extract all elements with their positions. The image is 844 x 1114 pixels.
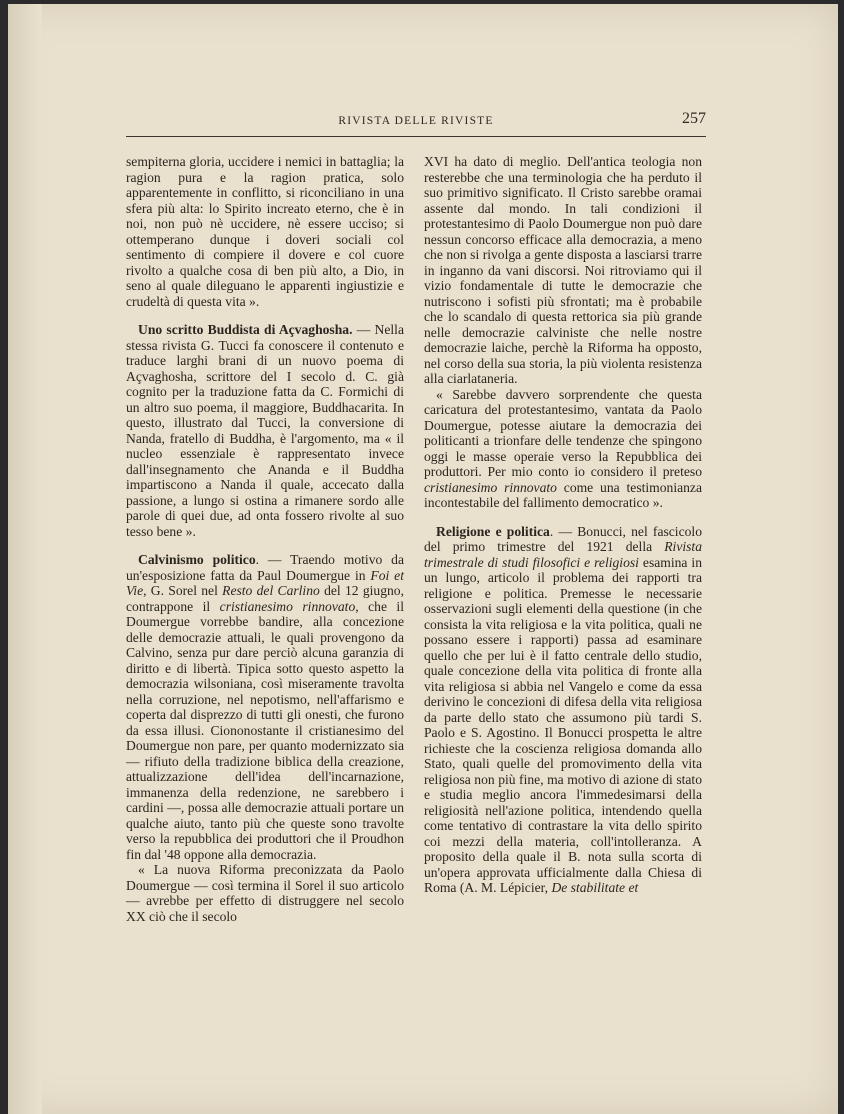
paragraph-text: , G. Sorel nel — [143, 583, 223, 598]
paragraph-text: , che il Doumergue vorrebbe bandire, alla concezione delle democrazie attuali, le quali provengono da Calvino, senza pur dare perciò alcuna garanzia di diritto e di libertà. Tipica sotto questo aspetto la democrazia wilsoniana, così miseramente travolta nella corruzione, nel nepotismo, nell'affarismo e coperta dal disprezzo di tutti gli onesti, che furono da essa illusi. Ciononostante il cristianesimo del Doumergue non pare, per quanto modernizzato sia — rifiuto della tradizione biblica della creazione, attualizzazione dell'idea dell'incarnazione, immanenza della redenzione, ne sarebbero i cardini —, possa alle democrazie attuali portare un qualche aiuto, tanto più che queste sono travolte verso la repubblica dei produttori che il Proudhon fin dal '48 oppone alla democrazia. — [126, 598, 404, 862]
paragraph — [126, 322, 404, 539]
page-gutter — [8, 4, 42, 1114]
left-column — [126, 154, 404, 924]
paragraph-text: « Sarebbe davvero sorprendente che questa caricatura del protestantesimo, vantata da Paolo Doumergue, potesse aiutare la democrazia dei politicanti a trionfare delle tendenze che spingono oggi le masse operaie verso la Repubblica dei produttori. Per mio conto io considero il preteso — [424, 386, 702, 479]
section-heading: Calvinismo politico — [138, 552, 256, 567]
italic-term: cristianesimo rinnovato — [219, 598, 356, 614]
paragraph — [424, 524, 702, 896]
italic-title: Foi et Vie — [126, 567, 404, 598]
italic-title: Rivista trimestrale di studi filosofici e religiosi — [424, 539, 702, 570]
paragraph-text: . — Traendo motivo da un'esposizione fatta da Paul Doumergue in — [126, 552, 404, 583]
paragraph — [424, 387, 702, 511]
paragraph-text: come una testimonianza incontestabile del fallimento democratico ». — [424, 479, 702, 510]
paragraph-text: esamina in un lungo, articolo il problema dei rapporti tra religione e politica. Premesse le necessarie osservazioni sugli elementi della questione (in che consista la vita religiosa e la vita politica, quali ne possano essere i rapporti) passa ad esaminare quello che per lui è il fatto centrale dello studio, quale concezione della vita politica di fronte alla vita religiosa si abbia nel Vangelo e come da essa derivino le concezioni di difesa della vita religiosa da parte dello stato che assumono più tardi S. Paolo e S. Agostino. Il Bonucci prospetta le altre richieste che la coscienza religiosa domanda allo Stato, quali quelle del promovimento della vita religiosa non più fine, ma motivo di azione di stato e studia meglio ancora l'immedesimarsi della religiosità nell'azione politica, intendendo quella come tentativo di contrastare la vita dello spirito coi mezzi della materia, coll'intolleranza. A proposito della quale il B. nota sulla scorta di un'opera approvata ufficialmente dalla Chiesa di Roma (A. M. Lépicier, — [424, 554, 702, 895]
book-page — [8, 4, 838, 1114]
paragraph — [126, 154, 404, 309]
running-head: RIVISTA DELLE RIVISTE — [338, 115, 494, 127]
paragraph — [424, 154, 702, 387]
paragraph-text: « La nuova Riforma preconizzata da Paolo Doumergue — così termina il Sorel il suo articolo — avrebbe per effetto di distruggere nel secolo XX ciò che il secolo — [126, 862, 404, 924]
paragraph-text: del 12 giugno, contrappone il — [126, 583, 404, 614]
italic-term: cristianesimo rinnovato — [424, 479, 557, 495]
paragraph — [126, 862, 404, 924]
paragraph-text: — Nella stessa rivista G. Tucci fa conoscere il contenuto e traduce larghi brani di un nuovo poema di Açvaghosha, scrittore del I secolo d. C. già cognito per la traduzione fatta da C. Formichi di un altro suo poema, il maggiore, Buddhacarita. In questo, illustrato dal Tucci, la conversione di Nanda, fratello di Buddha, è l'argomento, ma « il nucleo essenziale è rappresentato invece dall'insegnamento che Ananda e il Buddha impartiscono a Nanda il quale, accecato dalla passione, a lungo si ostina a rimanere sordo alle parole di quei due, ad onta fossero rivolte al suo tesso bene ». — [126, 322, 404, 539]
paragraph — [126, 552, 404, 862]
paragraph-text: . — Bonucci, nel fascicolo del primo trimestre del 1921 della — [424, 523, 702, 554]
italic-title: Resto del Carlino — [222, 583, 320, 598]
italic-title: De stabilitate et — [551, 880, 639, 895]
section-heading: Religione e politica — [436, 523, 550, 539]
paragraph-text: XVI ha dato di meglio. Dell'antica teologia non resterebbe che una terminologia che ha perduto il suo primitivo significato. Il Cristo sarebbe oramai assente dal mondo. In tali condizioni il protestantesimo di Paolo Doumergue non può dare nessun concorso efficace alla democrazia, a meno che non si rivolga a gente disposta a lasciarsi trarre in inganno da vani discorsi. Noi ritroviamo qui il vizio fondamentale di tutte le democrazie che nutriscono i sofisti più sfrontati; ma è probabile che lo scandalo di questa rettorica sia più grande nelle democrazie calviniste che nelle nostre democrazie laiche, perchè la Riforma ha opposto, nel corso della sua storia, la più violenta resistenza alla ciarlataneria. — [424, 154, 702, 386]
section-heading: Uno scritto Buddista di Açvaghosha. — [138, 322, 353, 337]
page-header — [126, 112, 706, 137]
page-number: 257 — [682, 110, 706, 127]
right-column — [424, 154, 702, 896]
paragraph-text: sempiterna gloria, uccidere i nemici in battaglia; la ragion pura e la ragion pratica, solo apparentemente in conflitto, si riconciliano in una sfera più alta: lo Spirito increato eterno, che è in noi, non può nè uccidere, nè essere ucciso; si ottemperano dunque i doveri sociali col sentimento di compiere il dovere e col cuore rivolto a qualche cosa di ben più alto, a Dio, in seno al quale dileguano le apparenti ingiustizie e crudeltà di questa vita ». — [126, 154, 404, 309]
